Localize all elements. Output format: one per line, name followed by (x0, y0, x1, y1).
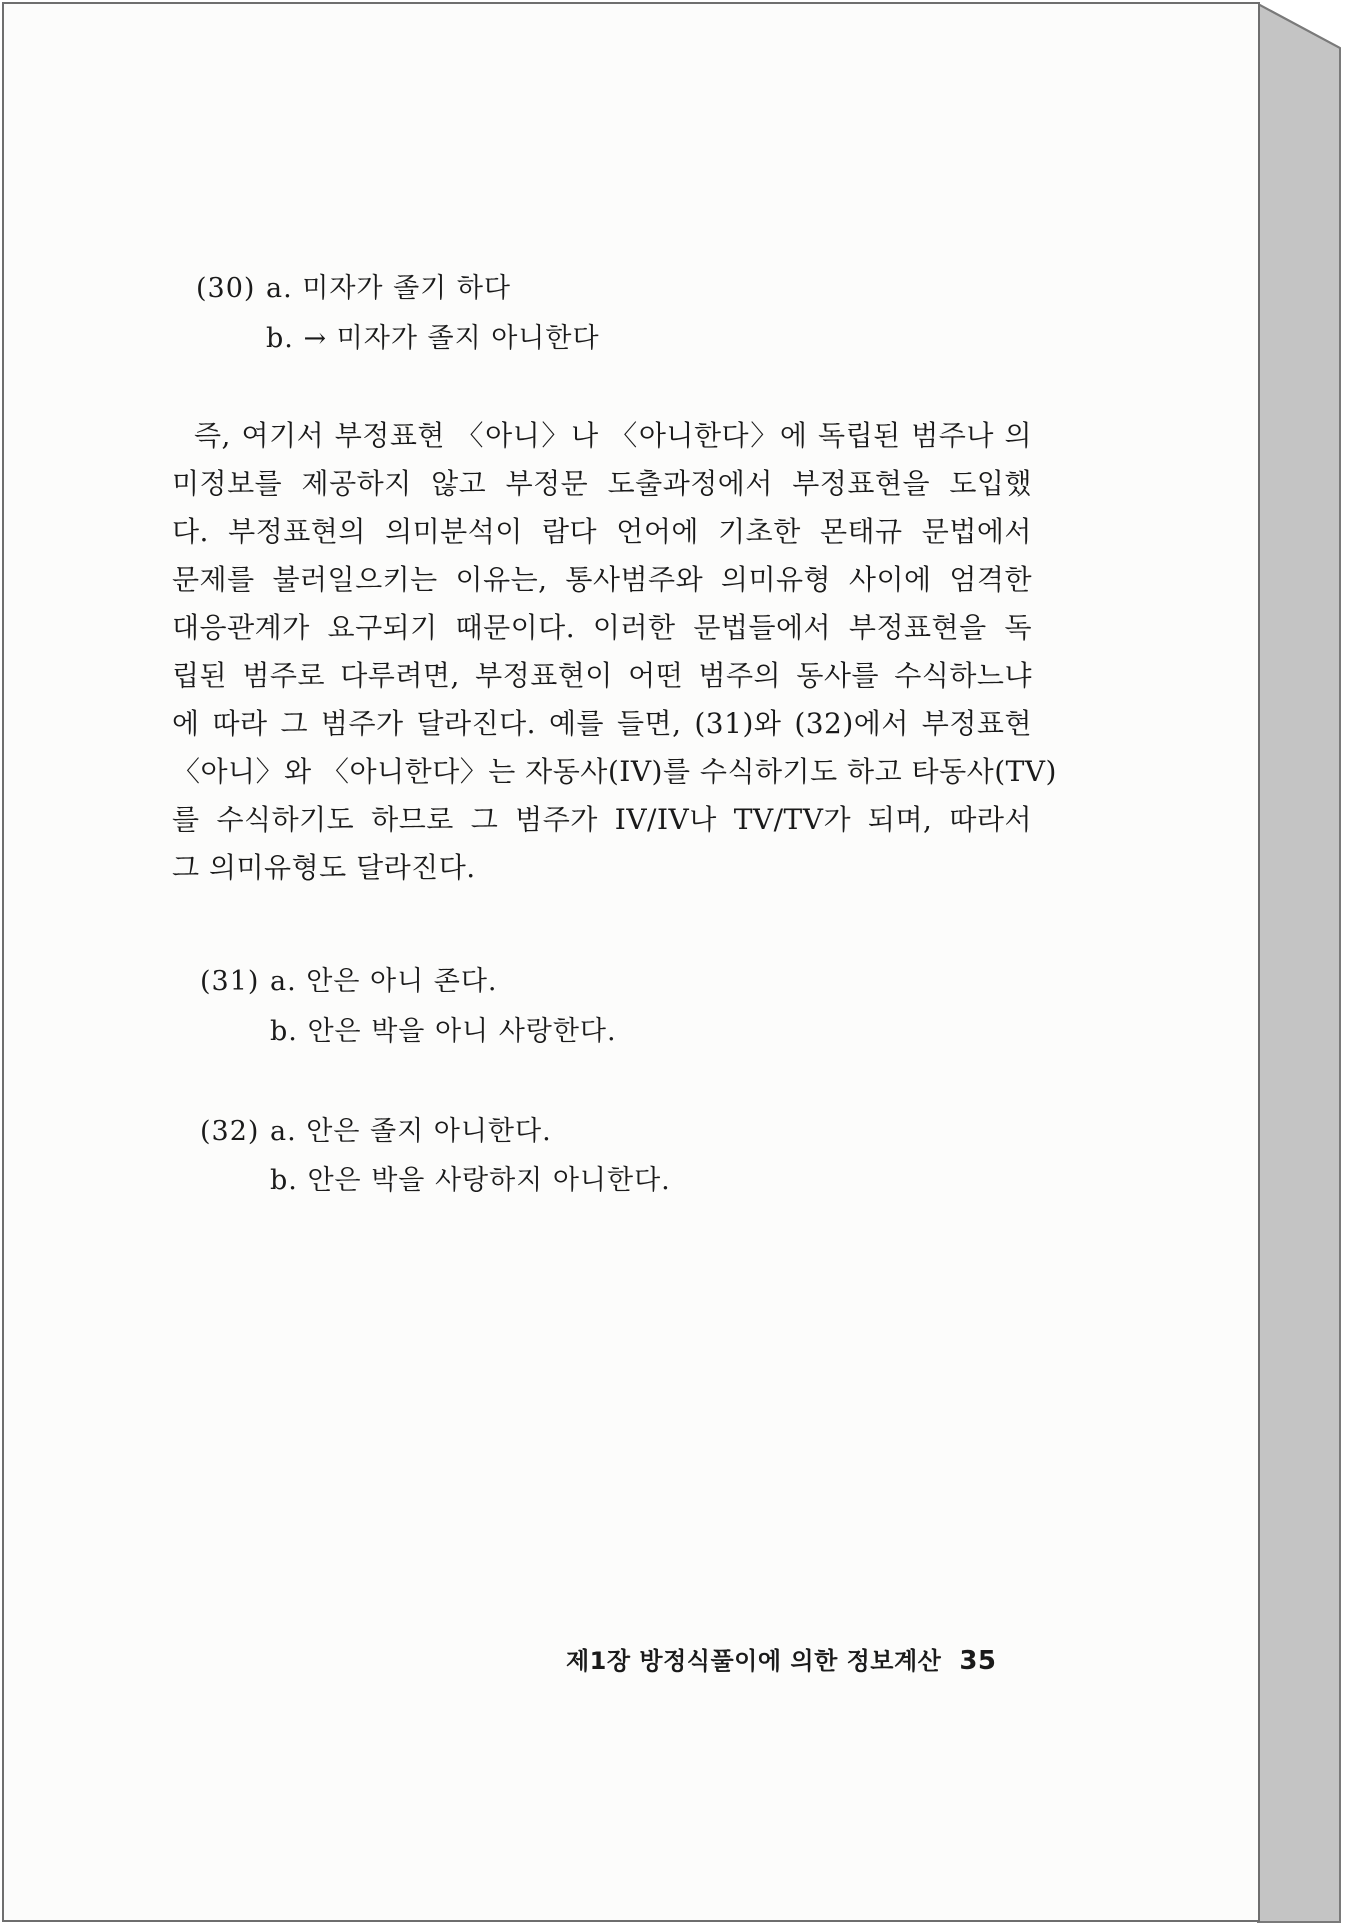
paragraph-line: 립된 범주로 다루려면, 부정표현이 어떤 범주의 동사를 수식하느냐 (172, 659, 1032, 692)
paragraph-line: 〈아니〉와 〈아니한다〉는 자동사(IV)를 수식하기도 하고 타동사(TV) (172, 755, 1057, 788)
chapter-title: 제1장 방정식풀이에 의한 정보계산 (566, 1647, 942, 1675)
example-text: a. 안은 졸지 아니한다. (270, 1116, 552, 1147)
paragraph-line: 문제를 불러일으키는 이유는, 통사범주와 의미유형 사이에 엄격한 (172, 563, 1032, 596)
example-text: b. 안은 박을 아니 사랑한다. (270, 1016, 617, 1047)
example-31-a (200, 959, 498, 998)
example-text: a. 미자가 졸기 하다 (266, 273, 512, 304)
example-number: (31) (200, 966, 260, 997)
example-31-b (270, 1009, 617, 1048)
example-text: b. → 미자가 졸지 아니한다 (266, 323, 600, 354)
paragraph-line: 를 수식하기도 하므로 그 범주가 IV/IV나 TV/TV가 되며, 따라서 (172, 803, 1032, 836)
paragraph-line: 즉, 여기서 부정표현 〈아니〉나 〈아니한다〉에 독립된 범주나 의 (194, 419, 1032, 452)
paragraph-line: 대응관계가 요구되기 때문이다. 이러한 문법들에서 부정표현을 독 (172, 611, 1032, 644)
example-text: a. 안은 아니 존다. (270, 966, 498, 997)
example-30-b (266, 316, 600, 355)
example-number: (32) (200, 1116, 260, 1147)
example-32-b (270, 1158, 671, 1197)
running-footer (566, 1641, 997, 1676)
paragraph-line: 다. 부정표현의 의미분석이 람다 언어에 기초한 몬태규 문법에서 (172, 515, 1032, 548)
paragraph-line: 그 의미유형도 달라진다. (172, 851, 476, 884)
paragraph-line: 에 따라 그 범주가 달라진다. 예를 들면, (31)와 (32)에서 부정표현 (172, 707, 1032, 740)
example-number: (30) (196, 273, 256, 304)
page-number: 35 (959, 1646, 997, 1676)
page-content (4, 4, 1262, 1924)
paragraph-line: 미정보를 제공하지 않고 부정문 도출과정에서 부정표현을 도입했 (172, 467, 1032, 500)
example-30-a (196, 266, 511, 305)
book-page (2, 2, 1260, 1922)
example-32-a (200, 1109, 552, 1148)
example-text: b. 안은 박을 사랑하지 아니한다. (270, 1165, 671, 1196)
